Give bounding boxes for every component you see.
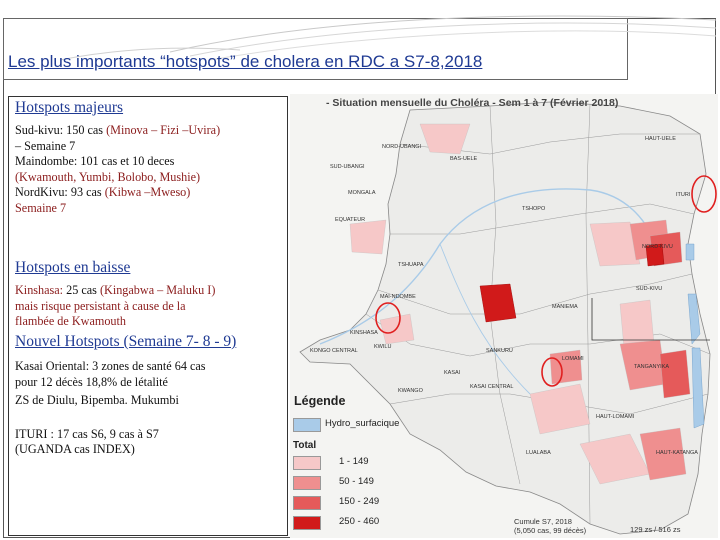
footer-scale: 129 zs / 516 zs xyxy=(630,525,681,534)
province-label: MAI-NDOMBE xyxy=(380,294,416,300)
footer-line-2: (5,050 cas, 99 décès) xyxy=(514,525,587,535)
maindombe-count: 101 cas et 10 deces xyxy=(80,154,175,168)
ituri-line-1: ITURI : 17 cas S6, 9 cas à S7 xyxy=(15,426,159,441)
maindombe-zones: (Kwamouth, Yumbi, Bolobo, Mushie) xyxy=(15,169,201,184)
footer-line-1: Cumule S7, 2018 xyxy=(514,517,572,526)
ituri-line-2: (UGANDA cas INDEX) xyxy=(15,442,135,456)
legend-title: Légende xyxy=(294,394,346,408)
legend-label: 50 - 149 xyxy=(339,476,374,487)
kasai-line-1: 3 zones de santé 64 cas xyxy=(92,359,206,373)
legend-label: 1 - 149 xyxy=(339,456,369,467)
province-label: LOMAMI xyxy=(562,356,584,362)
province-label: TSHUAPA xyxy=(398,262,424,268)
province-label: SUD-KIVU xyxy=(636,286,663,292)
map-footer-note xyxy=(514,518,586,535)
legend-label: 250 - 460 xyxy=(339,516,380,527)
province-label: TSHOPO xyxy=(522,206,546,212)
nordkivu-label: NordKivu: xyxy=(15,185,68,199)
heading-hotspots-majeurs: Hotspots majeurs xyxy=(15,99,124,116)
province-label: KWILU xyxy=(374,344,392,350)
province-label: KASAI CENTRAL xyxy=(470,384,514,390)
baisse-line-3: flambée de Kwamouth xyxy=(15,314,127,328)
map-title: - Situation mensuelle du Choléra - Sem 1 à 7 (Février 2018) xyxy=(326,97,619,109)
sud-kivu-zones: (Minova – Fizi –Uvira) xyxy=(106,123,221,137)
nouvel-body xyxy=(15,359,287,458)
heading-hotspots-en-baisse: Hotspots en baisse xyxy=(15,259,131,276)
legend-label: 150 - 249 xyxy=(339,496,380,507)
kinshasa-count: 25 cas xyxy=(66,283,97,297)
province-label: KASAI xyxy=(444,370,461,376)
province-label: EQUATEUR xyxy=(335,217,366,223)
province-label: TANGANYIKA xyxy=(634,364,670,370)
nordkivu-zones: (Kibwa –Mweso) xyxy=(104,185,191,199)
kasai-label: Kasai Oriental: xyxy=(15,359,90,373)
province-label: HAUT-UELE xyxy=(645,136,676,142)
province-label: NORD-KIVU xyxy=(642,244,673,250)
province-label: SUD-UBANGI xyxy=(330,164,365,170)
province-label: KINSHASA xyxy=(350,330,378,336)
slide-title: Les plus importants “hotspots” de cholera en RDC a S7-8,2018 xyxy=(8,52,483,71)
province-label: NORD-UBANGI xyxy=(382,144,422,150)
heading-nouvel-hotspots: Nouvel Hotspots (Semaine 7- 8 - 9) xyxy=(15,333,237,350)
legend-swatch xyxy=(293,516,321,530)
kinshasa-zones: (Kingabwa – Maluku I) xyxy=(99,283,216,297)
nordkivu-week: Semaine 7 xyxy=(15,200,67,215)
legend-swatch xyxy=(293,496,321,510)
baisse-body xyxy=(15,283,287,330)
province-label: MANIEMA xyxy=(552,304,578,310)
majeurs-body xyxy=(15,123,287,216)
province-label: KONGO CENTRAL xyxy=(310,348,358,354)
sud-kivu-week: – Semaine 7 xyxy=(15,138,76,153)
legend-label-hydro: Hydro_surfacique xyxy=(325,418,400,429)
province-label: SANKURU xyxy=(486,348,513,354)
province-label: HAUT-LOMAMI xyxy=(596,414,635,420)
nordkivu-count: 93 cas xyxy=(70,185,102,199)
sud-kivu-count: 150 cas xyxy=(66,123,104,137)
cholera-map-panel xyxy=(290,94,718,538)
kinshasa-label: Kinshasa: xyxy=(15,283,64,297)
zs-line: ZS de Diulu, Bipemba. Mukumbi xyxy=(15,393,179,407)
drc-cholera-map xyxy=(290,94,718,538)
legend-swatch xyxy=(293,476,321,490)
province-label: BAS-UELE xyxy=(450,156,478,162)
sud-kivu-label: Sud-kivu: xyxy=(15,123,64,137)
province-label: HAUT-KATANGA xyxy=(656,450,698,456)
hotspots-text-panel xyxy=(8,96,288,536)
legend-total-label: Total xyxy=(293,440,317,451)
legend-swatch xyxy=(293,456,321,470)
province-label: LUALABA xyxy=(526,450,551,456)
baisse-line-2: mais risque persistant à cause de la xyxy=(15,298,186,313)
maindombe-label: Maindombe: xyxy=(15,154,78,168)
legend-swatch-hydro xyxy=(293,418,321,432)
kasai-line-2: pour 12 décès 18,8% de létalité xyxy=(15,374,168,389)
province-label: ITURI xyxy=(676,192,691,198)
province-label: KWANGO xyxy=(398,388,423,394)
province-label: MONGALA xyxy=(348,190,376,196)
